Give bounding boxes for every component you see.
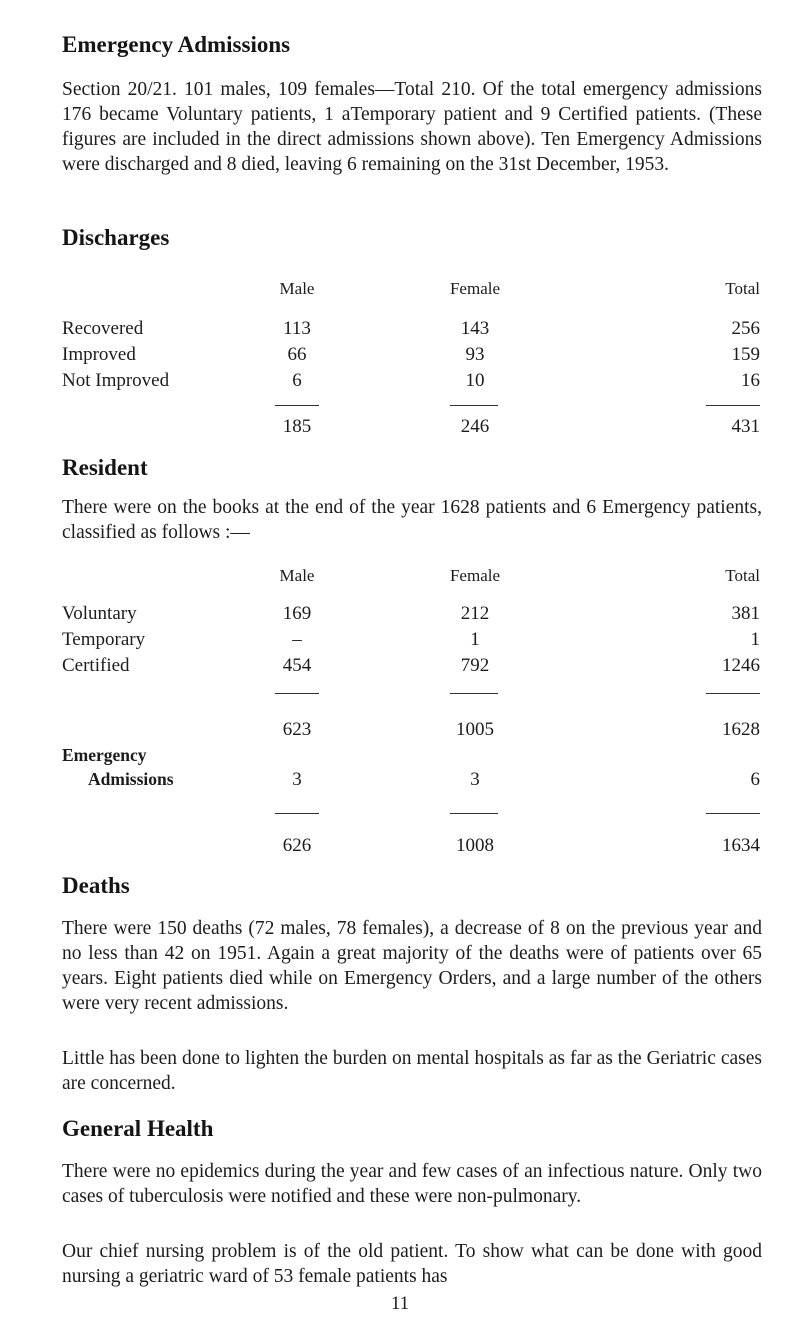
cell-male: 169 — [282, 603, 312, 624]
discharges-col-female: Female — [449, 279, 501, 298]
page-number: 11 — [390, 1293, 410, 1314]
row-label: Temporary — [62, 629, 146, 650]
cell-male: 454 — [282, 655, 312, 676]
row-label: Recovered — [62, 318, 144, 339]
cell-total: 256 — [731, 318, 760, 339]
divider — [450, 693, 498, 694]
total-total: 431 — [731, 416, 760, 437]
cell-female: 93 — [465, 344, 485, 365]
emergency-male: 3 — [292, 769, 302, 790]
resident-paragraph: There were on the books at the end of the year 1628 patients and 6 Emergency patients, classified as follows :— — [62, 497, 762, 543]
cell-total: 1 — [750, 629, 760, 650]
divider — [706, 693, 760, 694]
cell-female: 792 — [460, 655, 490, 676]
divider — [275, 813, 319, 814]
divider — [706, 813, 760, 814]
emergency-heading: Emergency Admissions — [62, 32, 291, 57]
divider — [450, 405, 498, 406]
resident-heading: Resident — [62, 455, 148, 480]
grand-total-female: 1008 — [456, 835, 494, 856]
cell-female: 143 — [460, 318, 490, 339]
divider — [275, 405, 319, 406]
cell-female: 1 — [470, 629, 480, 650]
discharges-col-total: Total — [725, 279, 760, 298]
deaths-heading: Deaths — [62, 873, 130, 898]
row-label: Voluntary — [62, 603, 137, 624]
grand-total-male: 626 — [282, 835, 312, 856]
total-female: 246 — [460, 416, 490, 437]
total-male: 185 — [282, 416, 312, 437]
row-label: Not Improved — [62, 370, 170, 391]
cell-male: 6 — [292, 370, 302, 391]
divider — [450, 813, 498, 814]
resident-col-female: Female — [449, 566, 501, 585]
subtotal-total: 1628 — [722, 719, 760, 740]
divider — [275, 693, 319, 694]
emergency-female: 3 — [470, 769, 480, 790]
cell-male: 66 — [287, 344, 307, 365]
general-health-paragraph-1: There were no epidemics during the year and few cases of an infectious nature. Only two cases of tuberculosis were notified and these were non-pulmonary. — [62, 1161, 762, 1207]
cell-total: 159 — [731, 344, 760, 365]
general-health-paragraph-2: Our chief nursing problem is of the old patient. To show what can be done with good nursing a geriatric ward of 53 female patients has — [62, 1241, 762, 1287]
emergency-label-line1: Emergency — [62, 745, 147, 765]
emergency-label-line2: Admissions — [88, 769, 174, 789]
deaths-paragraph-1: There were 150 deaths (72 males, 78 females), a decrease of 8 on the previous year and no less than 42 on 1951. Again a great majority of the deaths were of patients over 65 years. Eight patients died while on Emergency Orders, and a large number of the others were very recent admissions. — [62, 918, 762, 1014]
cell-female: 212 — [460, 603, 490, 624]
emergency-total: 6 — [750, 769, 760, 790]
subtotal-male: 623 — [282, 719, 312, 740]
subtotal-female: 1005 — [456, 719, 494, 740]
resident-col-male: Male — [279, 566, 315, 585]
row-label: Certified — [62, 655, 130, 676]
cell-total: 381 — [731, 603, 760, 624]
cell-female: 10 — [465, 370, 485, 391]
discharges-heading: Discharges — [62, 225, 170, 250]
emergency-paragraph: Section 20/21. 101 males, 109 females—Total 210. Of the total emergency admissions 176 became Voluntary patients, 1 aTemporary patient and 9 Certified patients. (These figures are included in the direct admissions shown above). Ten Emergency Admissions were discharged and 8 died, leaving 6 remaining on the 31st December, 1953. — [62, 79, 762, 175]
cell-male: – — [292, 629, 302, 650]
resident-col-total: Total — [725, 566, 760, 585]
cell-total: 1246 — [722, 655, 760, 676]
grand-total-total: 1634 — [722, 835, 760, 856]
divider — [706, 405, 760, 406]
cell-total: 16 — [741, 370, 760, 391]
deaths-paragraph-2: Little has been done to lighten the burden on mental hospitals as far as the Geriatric cases are concerned. — [62, 1048, 762, 1094]
cell-male: 113 — [283, 318, 311, 339]
discharges-col-male: Male — [279, 279, 315, 298]
general-health-heading: General Health — [62, 1116, 214, 1141]
row-label: Improved — [62, 344, 136, 365]
